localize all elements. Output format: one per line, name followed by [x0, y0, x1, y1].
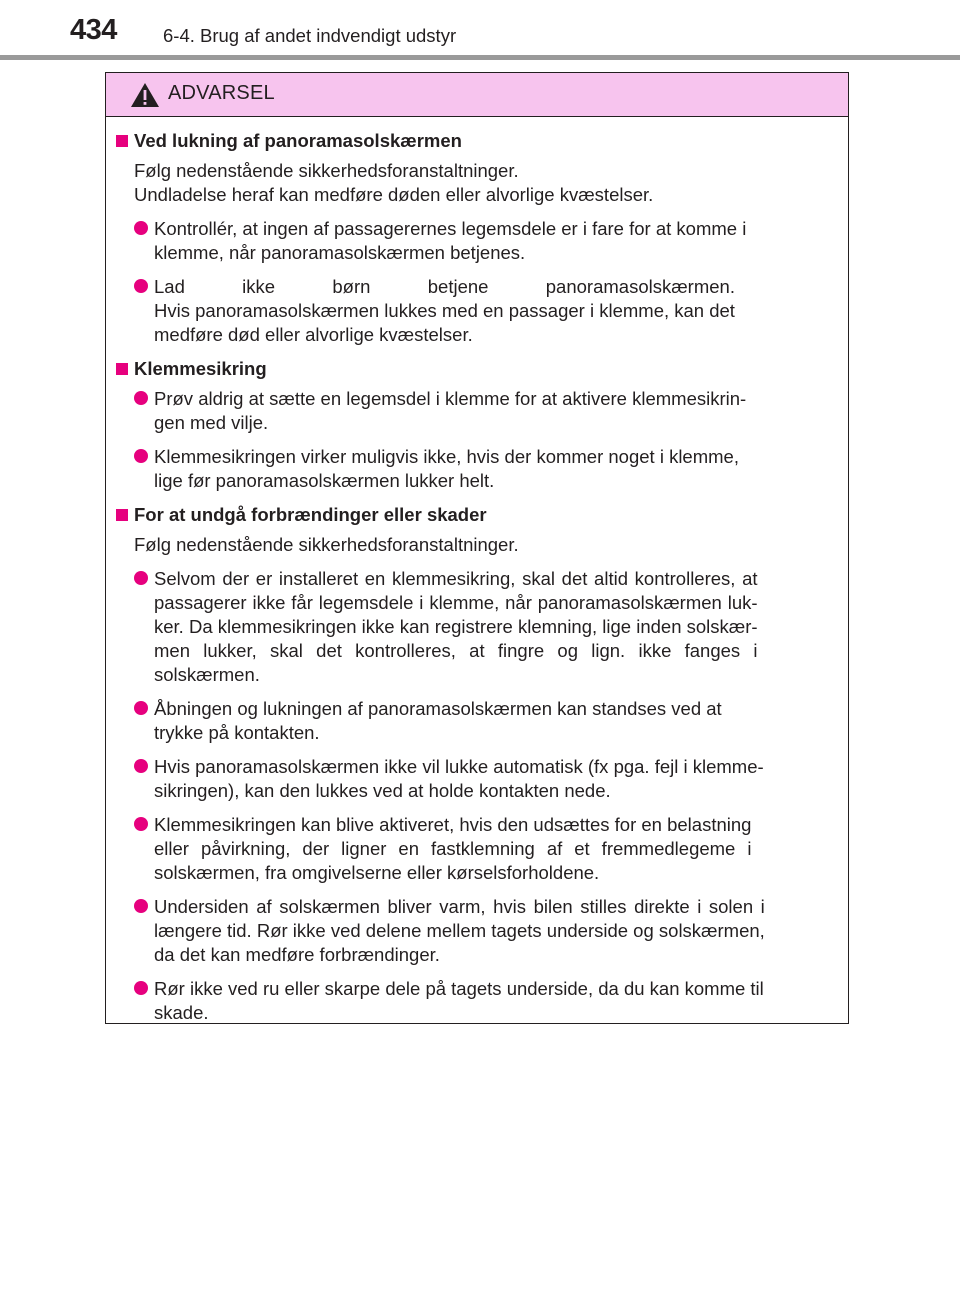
page-header — [0, 0, 960, 60]
bullet-item — [116, 387, 840, 435]
bullet-line: Lad ikke børn betjene panoramasolskærmen. — [154, 276, 735, 297]
bullet-text — [154, 977, 764, 1025]
bullet-line: Hvis panoramasolskærmen lukkes med en passager i klemme, kan det — [154, 300, 735, 321]
bullet-item — [116, 895, 840, 967]
bullet-line: Klemmesikringen virker muligvis ikke, hvis der kommer noget i klemme, — [154, 446, 739, 467]
square-bullet-icon — [116, 135, 128, 147]
square-bullet-icon — [116, 509, 128, 521]
bullet-line: trykke på kontakten. — [154, 722, 320, 743]
bullet-line: Rør ikke ved ru eller skarpe dele på tagets underside, da du kan komme til — [154, 978, 764, 999]
warning-section — [116, 357, 840, 493]
section-title-text: Ved lukning af panoramasolskærmen — [134, 130, 462, 151]
intro-line: Følg nedenstående sikkerhedsforanstaltninger. — [134, 160, 519, 181]
bullet-item — [116, 217, 840, 265]
round-bullet-icon — [134, 759, 148, 773]
bullet-line: Selvom der er installeret en klemmesikring, skal det altid kontrolleres, at — [154, 568, 758, 589]
warning-section — [116, 503, 840, 1025]
intro-line: Undladelse heraf kan medføre døden eller alvorlige kvæstelser. — [134, 184, 654, 205]
bullet-line: skade. — [154, 1002, 209, 1023]
warning-header — [106, 73, 848, 117]
bullet-line: passagerer ikke får legemsdele i klemme, når panoramasolskærmen luk- — [154, 592, 758, 613]
round-bullet-icon — [134, 701, 148, 715]
bullet-text — [154, 755, 764, 803]
round-bullet-icon — [134, 221, 148, 235]
bullet-line: solskærmen. — [154, 664, 260, 685]
section-title: 6-4. Brug af andet indvendigt udstyr — [163, 25, 457, 46]
bullet-text — [154, 387, 746, 435]
section-heading — [116, 503, 840, 527]
section-intro — [116, 159, 840, 207]
bullet-text — [154, 275, 735, 347]
intro-line: Følg nedenstående sikkerhedsforanstaltninger. — [134, 534, 519, 555]
bullet-text — [154, 697, 722, 745]
warning-label: ADVARSEL — [168, 82, 275, 104]
bullet-line: sikringen), kan den lukkes ved at holde kontakten nede. — [154, 780, 611, 801]
round-bullet-icon — [134, 571, 148, 585]
bullet-line: Klemmesikringen kan blive aktiveret, hvis den udsættes for en belastning — [154, 814, 752, 835]
bullet-line: længere tid. Rør ikke ved delene mellem tagets underside og solskærmen, — [154, 920, 765, 941]
bullet-line: eller påvirkning, der ligner en fastklemning af et fremmedlegeme i — [154, 838, 752, 859]
bullet-line: gen med vilje. — [154, 412, 269, 433]
bullet-text — [154, 567, 758, 687]
round-bullet-icon — [134, 391, 148, 405]
bullet-line: klemme, når panoramasolskærmen betjenes. — [154, 242, 526, 263]
round-bullet-icon — [134, 279, 148, 293]
bullet-item — [116, 445, 840, 493]
section-intro — [116, 533, 840, 557]
bullet-line: men lukker, skal det kontrolleres, at fingre og lign. ikke fanges i — [154, 640, 758, 661]
warning-body — [106, 117, 848, 1025]
bullet-line: Kontrollér, at ingen af passagerernes legemsdele er i fare for at komme i — [154, 218, 747, 239]
section-heading — [116, 357, 840, 381]
section-heading — [116, 129, 840, 153]
bullet-line: ker. Da klemmesikringen ikke kan registrere klemning, lige inden solskær- — [154, 616, 758, 637]
round-bullet-icon — [134, 899, 148, 913]
square-bullet-icon — [116, 363, 128, 375]
bullet-item — [116, 275, 840, 347]
warning-box — [105, 72, 849, 1024]
bullet-item — [116, 813, 840, 885]
bullet-line: Åbningen og lukningen af panoramasolskærmen kan standses ved at — [154, 698, 722, 719]
round-bullet-icon — [134, 981, 148, 995]
bullet-text — [154, 445, 739, 493]
section-title-text: For at undgå forbrændinger eller skader — [134, 504, 487, 525]
bullet-text — [154, 217, 746, 265]
bullet-line: da det kan medføre forbrændinger. — [154, 944, 440, 965]
warning-triangle-icon — [130, 82, 160, 108]
section-title-text: Klemmesikring — [134, 358, 267, 379]
bullet-item — [116, 755, 840, 803]
bullet-line: lige før panoramasolskærmen lukker helt. — [154, 470, 495, 491]
bullet-item — [116, 567, 840, 687]
bullet-line: Undersiden af solskærmen bliver varm, hvis bilen stilles direkte i solen i — [154, 896, 765, 917]
bullet-item — [116, 977, 840, 1025]
bullet-line: Hvis panoramasolskærmen ikke vil lukke automatisk (fx pga. fejl i klemme- — [154, 756, 764, 777]
bullet-line: medføre død eller alvorlige kvæstelser. — [154, 324, 473, 345]
header-rule — [0, 55, 960, 60]
warning-section — [116, 129, 840, 347]
bullet-text — [154, 813, 751, 885]
round-bullet-icon — [134, 449, 148, 463]
bullet-line: solskærmen, fra omgivelserne eller kørselsforholdene. — [154, 862, 600, 883]
page-number: 434 — [70, 14, 117, 46]
bullet-text — [154, 895, 765, 967]
round-bullet-icon — [134, 817, 148, 831]
bullet-item — [116, 697, 840, 745]
bullet-line: Prøv aldrig at sætte en legemsdel i klemme for at aktivere klemmesikrin- — [154, 388, 747, 409]
